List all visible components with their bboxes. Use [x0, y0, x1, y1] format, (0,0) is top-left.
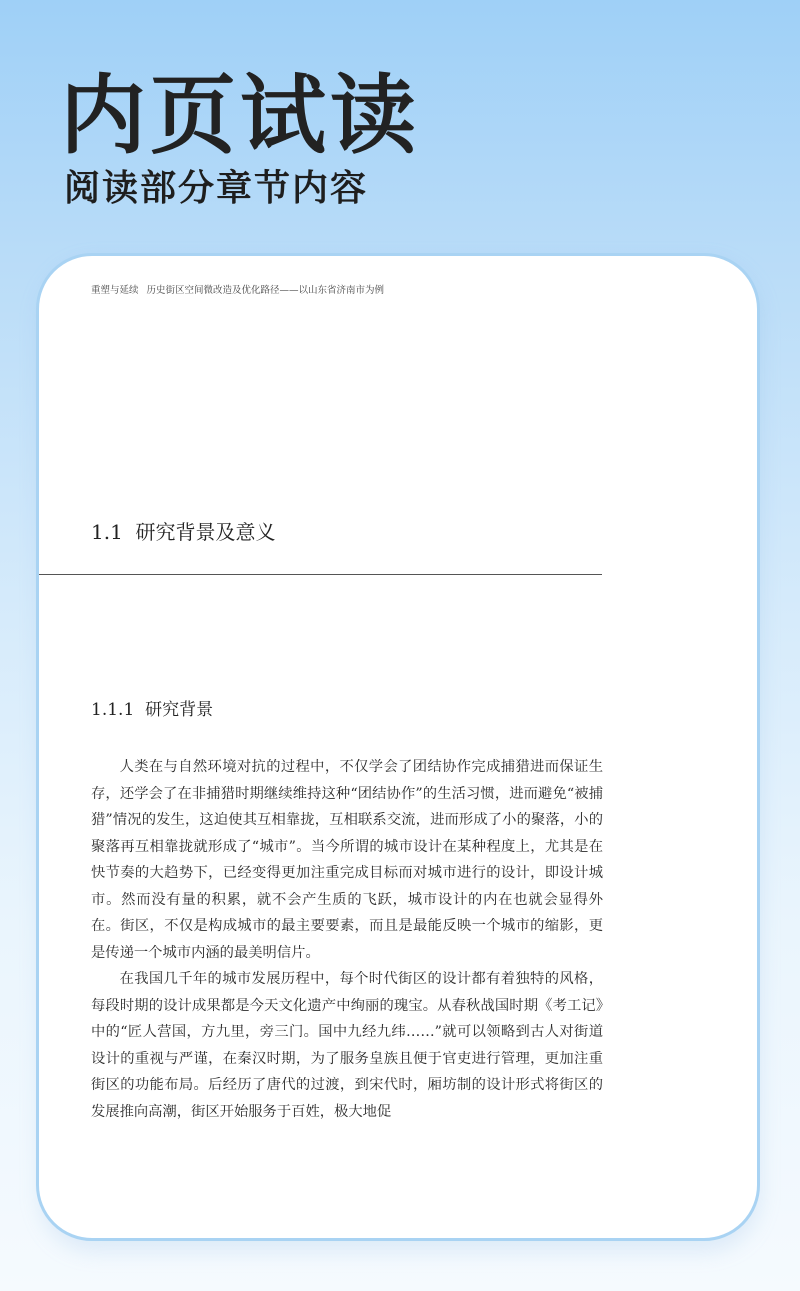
body-paragraph-1: 人类在与自然环境对抗的过程中，不仅学会了团结协作完成捕猎进而保证生存，还学会了在非捕猎时期继续维持这种“团结协作”的生活习惯，进而避免“被捕猎”情况的发生，这迫使其互相靠拢，互相联系交流，进而形成了小的聚落，小的聚落再互相靠拢就形成了“城市”。当今所谓的城市设计在某种程度上，尤其是在快节奏的大趋势下，已经变得更加注重完成目标而对城市进行的设计，即设计城市。然而没有量的积累，就不会产生质的飞跃，城市设计的内在也就会显得外在。街区，不仅是构成城市的最主要要素，而且是最能反映一个城市的缩影，更是传递一个城市内涵的最美明信片。 — [91, 759, 603, 961]
body-text — [91, 754, 603, 1125]
running-header — [91, 284, 384, 298]
body-paragraph-2: 在我国几千年的城市发展历程中，每个时代街区的设计都有着独特的风格，每段时期的设计成果都是今天文化遗产中绚丽的瑰宝。从春秋战国时期《考工记》中的“匠人营国，方九里，旁三门。国中九经九纬……”就可以领略到古人对街道设计的重视与严谨，在秦汉时期，为了服务皇族且便于官吏进行管理，更加注重街区的功能布局。后经历了唐代的过渡，到宋代时，厢坊制的设计形式将街区的发展推向高潮，街区开始服务于百姓，极大地促 — [91, 971, 603, 1120]
running-header-series: 重塑与延续 — [91, 285, 139, 296]
subsection-title: 研究背景 — [145, 700, 214, 720]
banner-title: 内页试读 — [60, 66, 420, 166]
subsection-number: 1.1.1 — [91, 700, 135, 720]
subsection-heading — [91, 698, 213, 722]
banner-subtitle: 阅读部分章节内容 — [64, 168, 369, 209]
section-title: 研究背景及意义 — [135, 520, 276, 544]
section-heading — [91, 518, 276, 546]
running-header-title: 历史街区空间微改造及优化路径——以山东省济南市为例 — [146, 285, 385, 296]
section-divider — [36, 574, 602, 575]
book-page-preview — [36, 253, 760, 1241]
section-number: 1.1 — [91, 520, 123, 544]
